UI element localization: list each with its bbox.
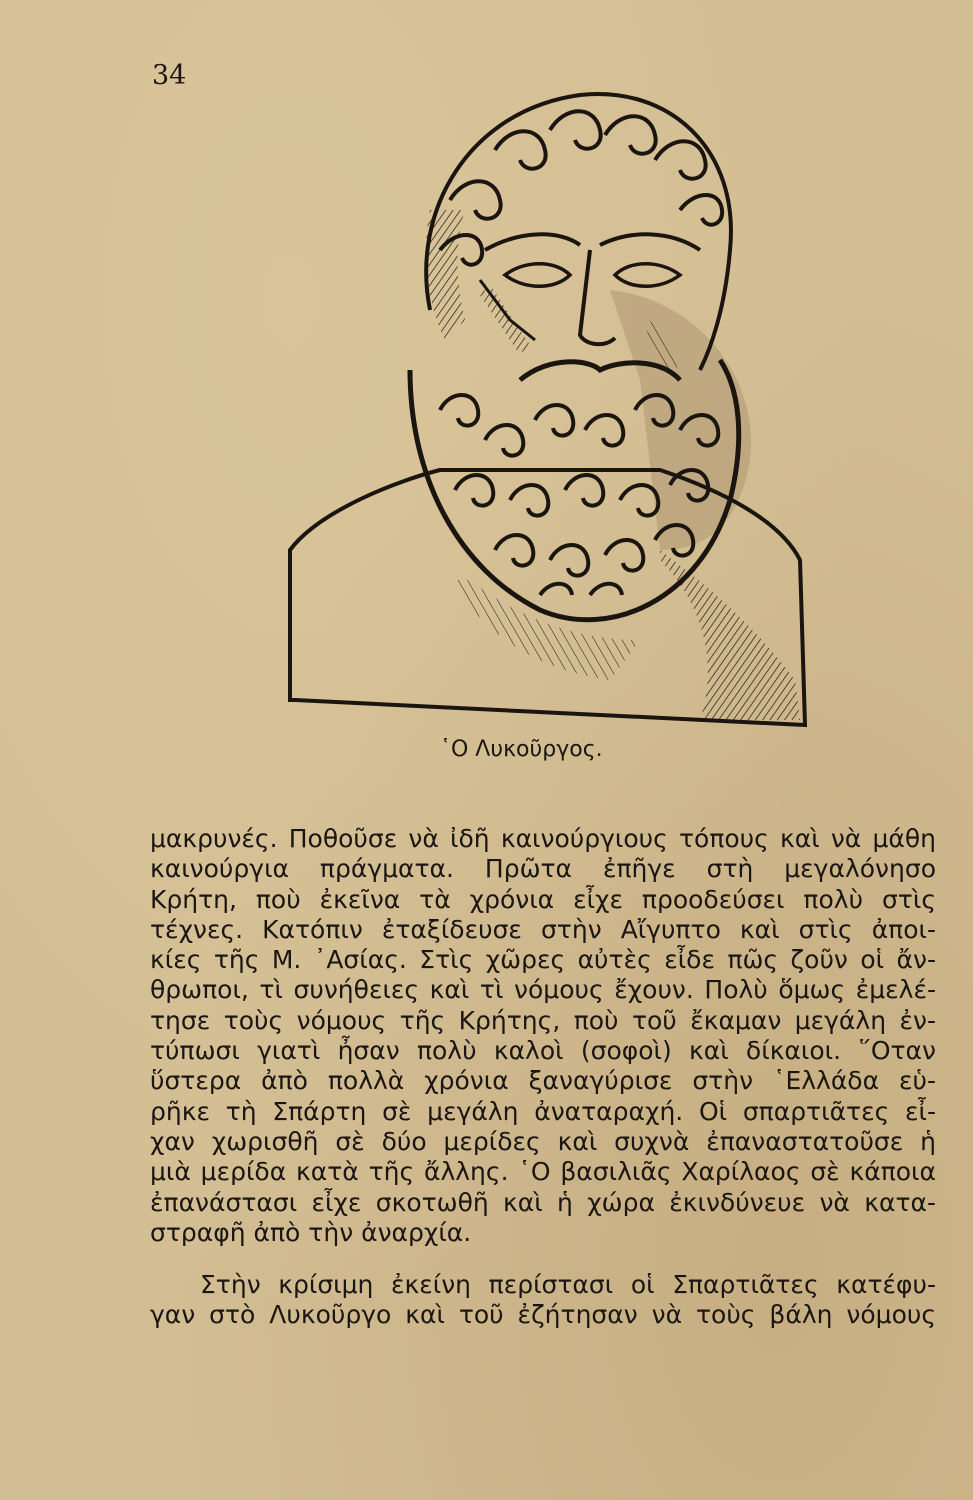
text-line: κίες τῆς Μ. ᾿Ασίας. Στὶς χῶρες αὐτὲς εἶδε πῶς ζοῦν οἱ ἄν- (150, 945, 936, 975)
text-line: ὕστερα ἀπὸ πολλὰ χρόνια ξαναγύρισε στὴν ῾Ελλάδα εὑ- (150, 1066, 936, 1096)
text-line: μακρυνές. Ποθοῦσε νὰ ἰδῆ καινούργιους τόπους καὶ νὰ μάθη (150, 824, 936, 853)
figure-caption: ῾Ο Λυκοῦργος. (440, 737, 603, 762)
text-line: ἐπανάστασι εἶχε σκοτωθῆ καὶ ἡ χώρα ἐκινδύνευε νὰ κατα- (150, 1187, 936, 1217)
text-line: καινούργια πράγματα. Πρῶτα ἐπῆγε στὴ μεγαλόνησο (150, 854, 936, 884)
text-line: τησε τοὺς νόμους τῆς Κρήτης, ποὺ τοῦ ἔκαμαν μεγάλη ἐν- (150, 1005, 936, 1035)
text-line: ρῆκε τὴ Σπάρτη σὲ μεγάλη ἀναταραχή. Οἱ σπαρτιᾶτες εἶ- (150, 1096, 936, 1126)
text-line: στραφῆ ἀπὸ τὴν ἀναρχία. (150, 1217, 472, 1247)
text-line: τύπωσι γιατὶ ἦσαν πολὺ καλοὶ (σοφοὶ) καὶ δίκαιοι. ῞Οταν (150, 1036, 936, 1066)
body-text (150, 824, 936, 1331)
text-line: τέχνες. Κατόπιν ἐταξίδευσε στὴν Αἴγυπτο καὶ στὶς ἀποι- (150, 914, 936, 944)
text-line: γαν στὸ Λυκοῦργο καὶ τοῦ ἐζήτησαν νὰ τοὺς βάλη νόμους (150, 1300, 936, 1330)
paragraph (150, 1270, 936, 1331)
paragraph (150, 824, 936, 1248)
page-number: 34 (152, 60, 187, 91)
text-line: μιὰ μερίδα κατὰ τῆς ἄλλης. ῾Ο βασιλιᾶς Χαρίλαος σὲ κάποια (150, 1157, 936, 1187)
text-line: θρωποι, τὶ συνήθειες καὶ τὶ νόμους ἔχουν. Πολὺ ὅμως ἐμελέ- (150, 975, 936, 1005)
text-line: Κρήτη, ποὺ ἐκεῖνα τὰ χρόνια εἶχε προοδεύσει πολὺ στὶς (150, 884, 936, 914)
text-line: Στὴν κρίσιμη ἐκείνη περίστασι οἱ Σπαρτιᾶτες κατέφυ- (200, 1270, 936, 1300)
text-line: χαν χωρισθῆ σὲ δύο μερίδες καὶ συχνὰ ἐπαναστατοῦσε ἡ (150, 1126, 936, 1156)
bust-illustration (280, 80, 810, 730)
